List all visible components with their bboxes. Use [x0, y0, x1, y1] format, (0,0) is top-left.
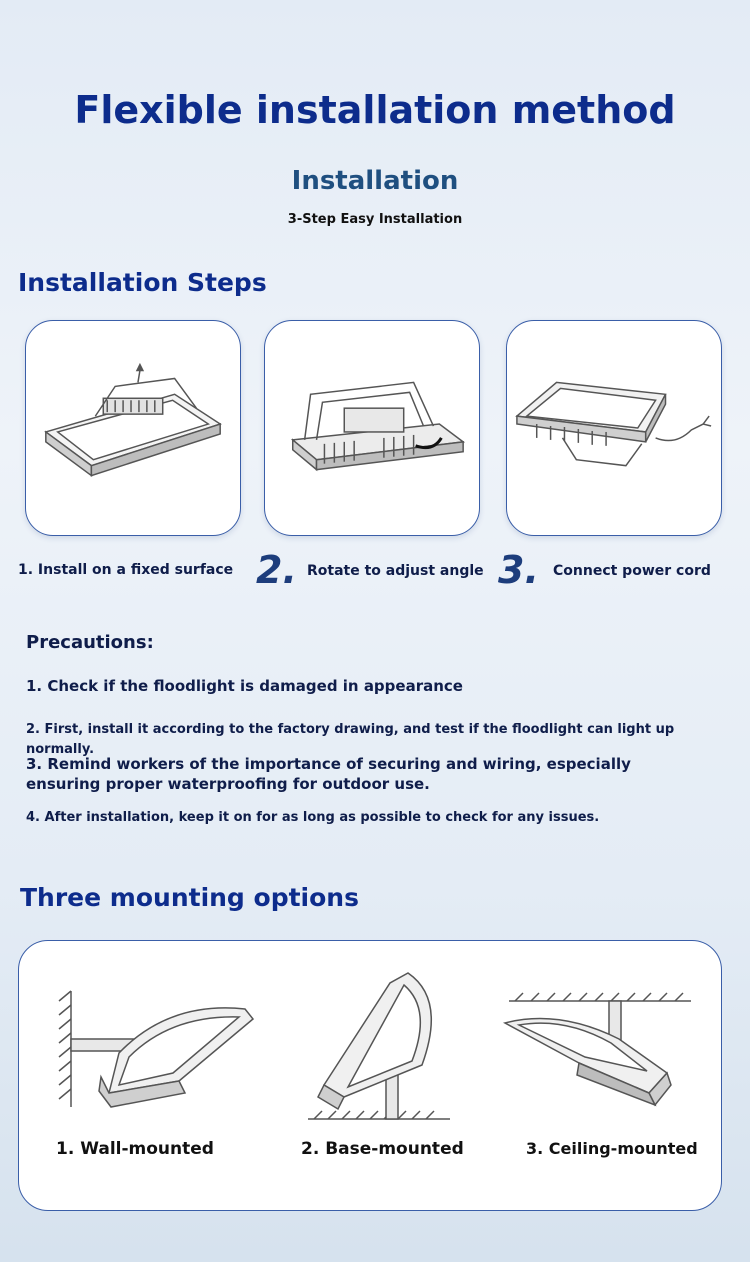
step-3-label: Connect power cord [553, 563, 711, 579]
floodlight-drawing-icon [265, 321, 479, 535]
mount-option-wall: 1. Wall-mounted [56, 1139, 214, 1159]
step-3-number: 3. [498, 548, 539, 592]
precaution-item-3: 3. Remind workers of the importance of securing and wiring, especially ensuring proper waterproofing for outdoor use. [26, 755, 631, 793]
mounting-options-card [18, 940, 722, 1211]
step-1-illustration [25, 320, 241, 536]
wall-mount-drawing-icon [49, 981, 259, 1111]
installation-steps-heading: Installation Steps [18, 268, 267, 297]
step-2-illustration [264, 320, 480, 536]
ceiling-mount-drawing-icon [499, 989, 699, 1115]
mounting-options-heading: Three mounting options [20, 883, 359, 912]
mount-option-base: 2. Base-mounted [301, 1139, 464, 1159]
page-title: Flexible installation method [74, 88, 676, 132]
step-2-label: Rotate to adjust angle [307, 563, 484, 579]
precaution-item-4: 4. After installation, keep it on for as long as possible to check for any issues. [26, 810, 600, 825]
floodlight-drawing-icon [26, 321, 240, 535]
section-subtitle: Installation [291, 166, 459, 196]
precaution-item-2: 2. First, install it according to the factory drawing, and test if the floodlight can light up normally. [26, 722, 675, 757]
mount-option-ceiling: 3. Ceiling-mounted [526, 1139, 698, 1158]
precautions-heading: Precautions: [26, 632, 154, 653]
precaution-item-1: 1. Check if the floodlight is damaged in appearance [26, 677, 463, 695]
step-3-illustration [506, 320, 722, 536]
floodlight-drawing-icon [507, 321, 721, 535]
step-2-number: 2. [256, 548, 297, 592]
step-1-label: 1. Install on a fixed surface [18, 562, 234, 578]
base-mount-drawing-icon [304, 969, 454, 1131]
tagline: 3-Step Easy Installation [287, 212, 463, 227]
